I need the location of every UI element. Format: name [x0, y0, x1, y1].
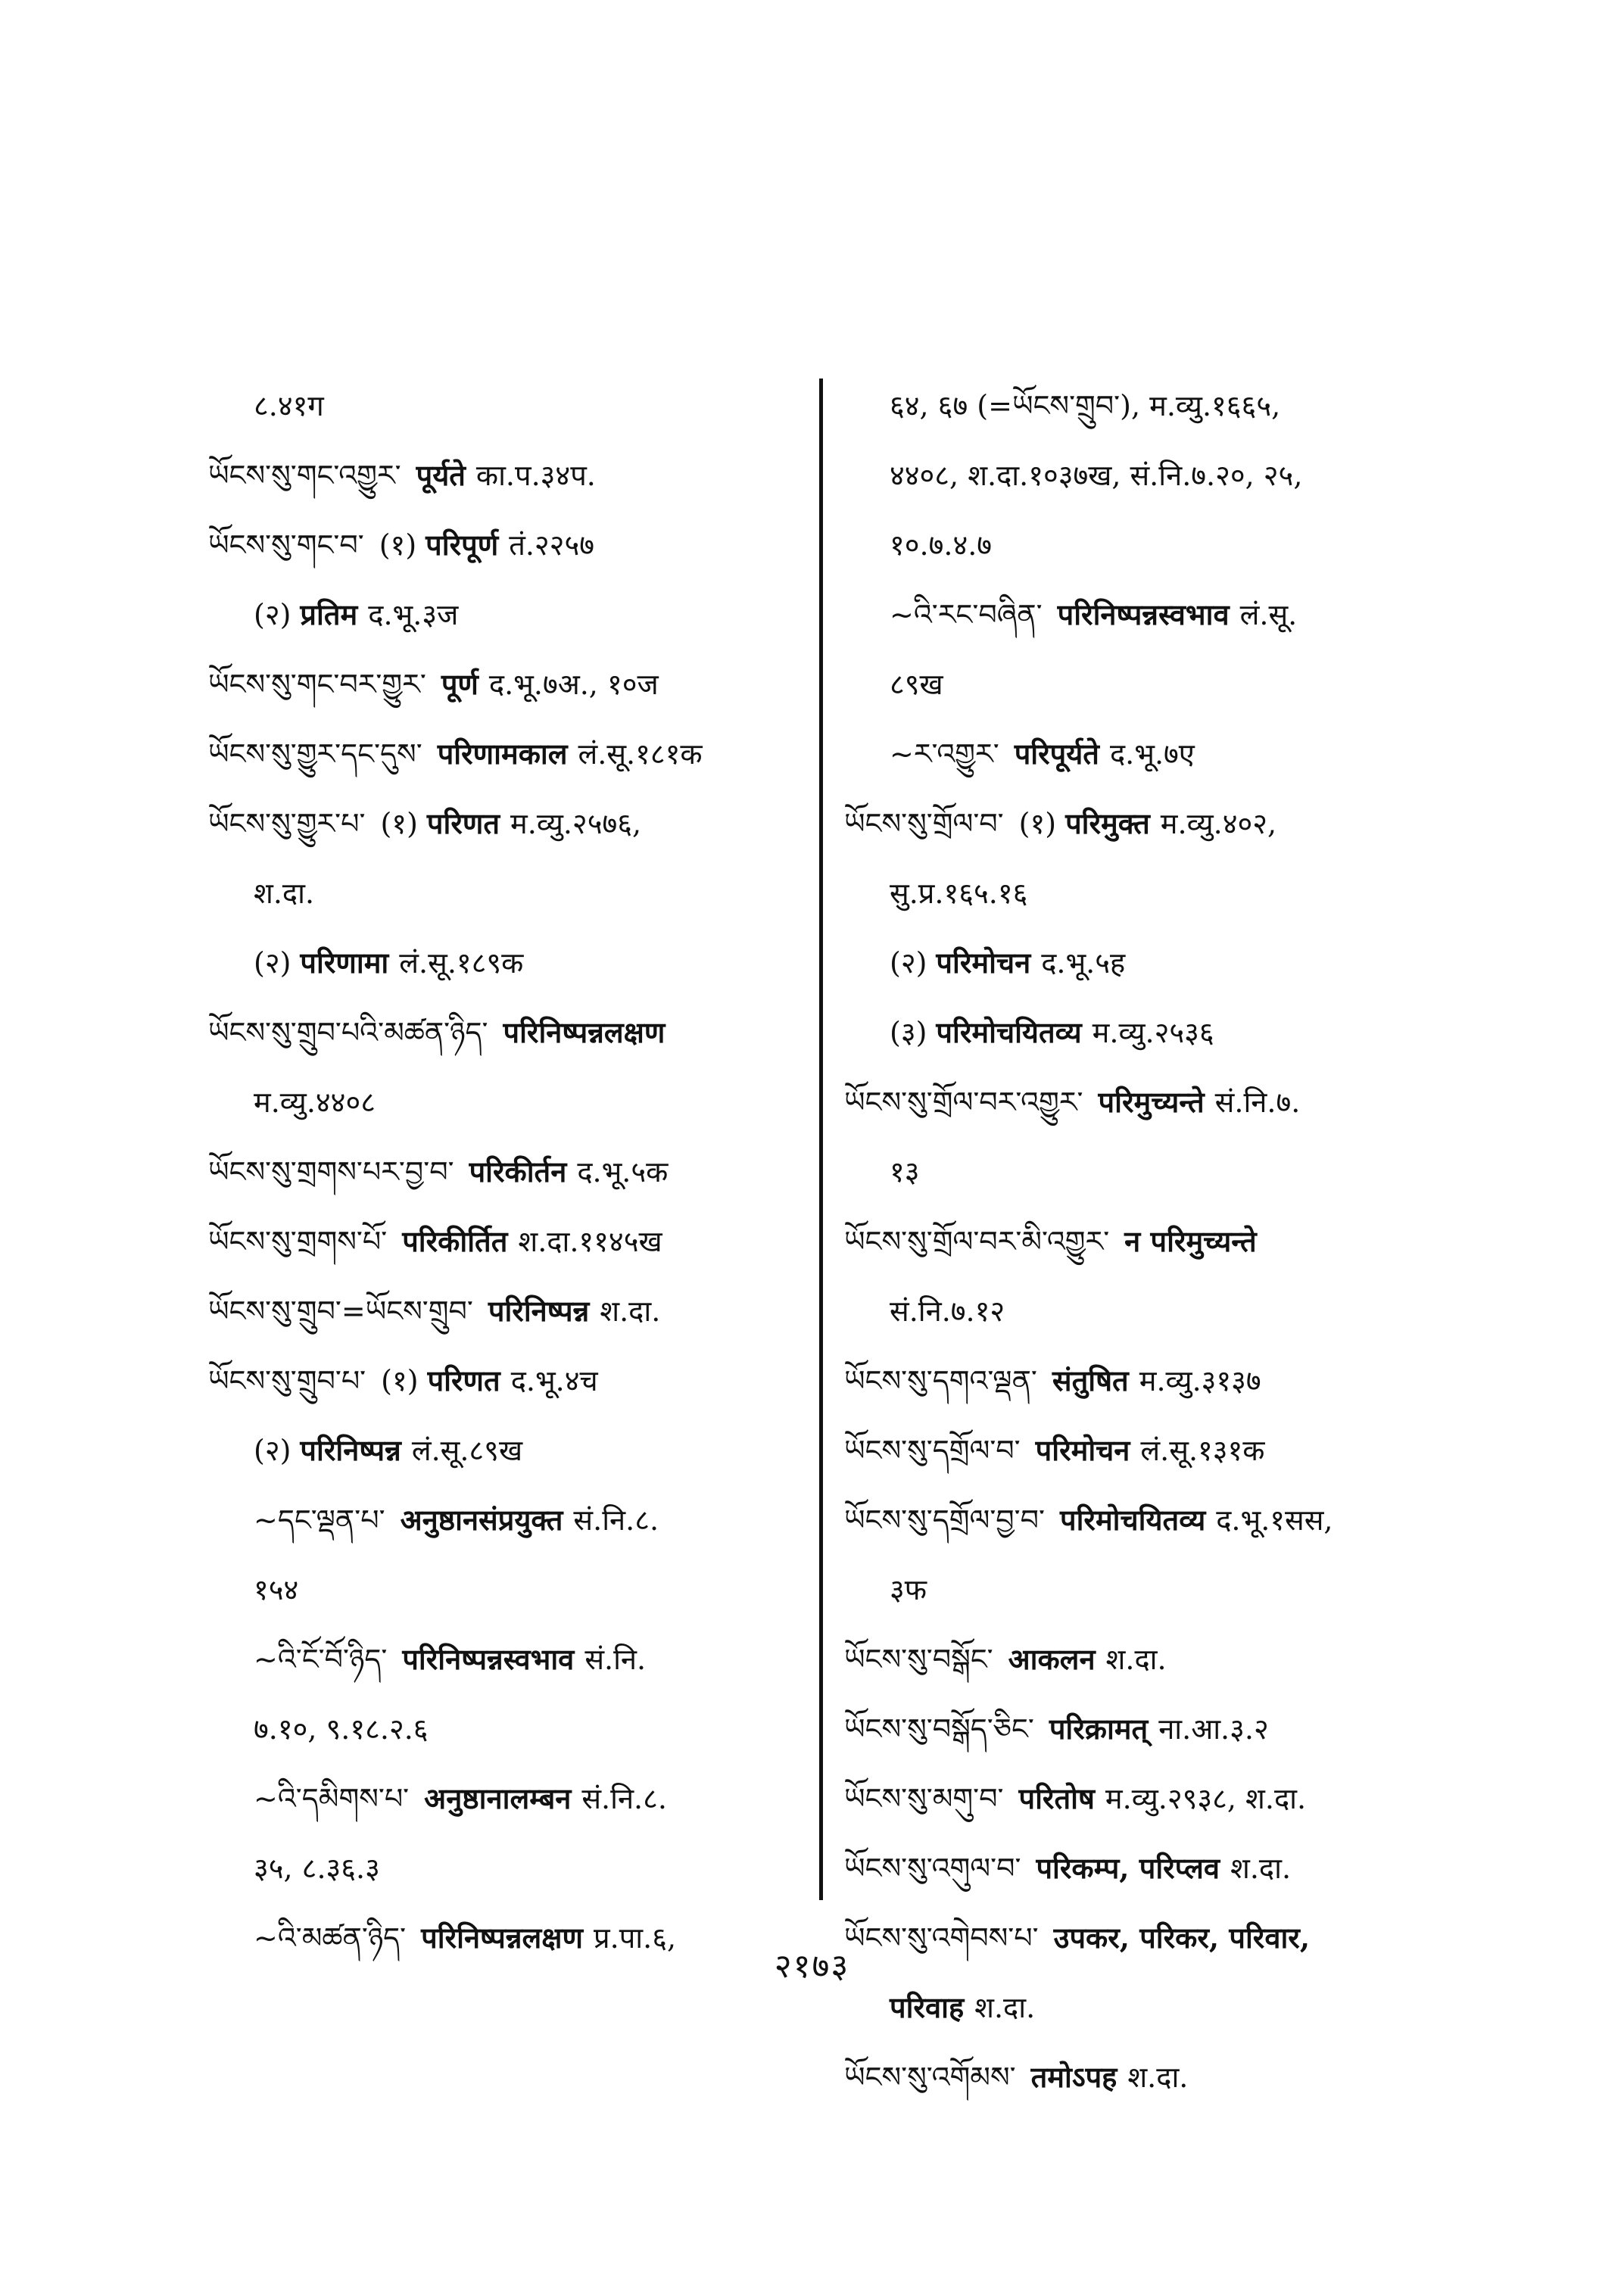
dictionary-entry-line: [208, 510, 799, 580]
sanskrit-equivalent: परिमोचन: [936, 946, 1031, 980]
dictionary-entry-line: [208, 580, 799, 650]
source-reference: श.दा.: [1230, 1852, 1292, 1885]
sense-number: (१): [1018, 807, 1057, 840]
tibetan-headword: ~ར་འགྱུར་: [890, 737, 999, 771]
sense-number: (३): [890, 1016, 927, 1049]
dictionary-entry-line: [208, 1833, 799, 1903]
dictionary-entry-line: [844, 998, 1442, 1067]
source-reference: लं.सू.१३१क: [1140, 1434, 1265, 1467]
tibetan-headword: ཡོངས་སུ་གྲུབ་པའི་མཚན་ཉིད་: [208, 1016, 488, 1049]
dictionary-entry-line: [208, 1625, 799, 1694]
source-reference: द.भू.७ए: [1109, 737, 1195, 771]
sanskrit-equivalent: परिणत: [426, 806, 500, 840]
source-reference: म.व्यु.२५७६,: [510, 807, 642, 840]
dictionary-entry-line: [844, 1137, 1442, 1207]
source-reference: प्र.पा.६,: [594, 1921, 677, 1955]
source-reference: श.दा.: [1105, 1643, 1167, 1676]
dictionary-entry-line: [208, 1346, 799, 1416]
sanskrit-equivalent: संतुषित: [1052, 1363, 1129, 1397]
dictionary-entry-line: [844, 1416, 1442, 1485]
sanskrit-equivalent: परिनिष्पन्नलक्षण: [421, 1921, 584, 1955]
sanskrit-equivalent: परिमोचयितव्य: [936, 1015, 1082, 1049]
source-reference: ७.१०, ९.१८.२.६: [254, 1712, 429, 1746]
source-reference: लं.सू.: [1239, 598, 1298, 631]
sanskrit-equivalent: परिनिष्पन्नलक्षण: [503, 1015, 665, 1049]
sanskrit-equivalent: तमोऽपह: [1030, 2060, 1117, 2094]
source-reference: द.भू.४च: [510, 1364, 598, 1397]
source-reference: द.भू.७अ., १०ज: [488, 668, 659, 701]
dictionary-entry-line: [844, 1555, 1442, 1625]
sanskrit-equivalent: प्रतिम: [300, 597, 358, 631]
sanskrit-equivalent: परिकीर्तित: [402, 1224, 508, 1258]
source-reference: १०.७.४.७: [890, 528, 993, 562]
sanskrit-equivalent: परिकीर्तन: [469, 1154, 567, 1189]
dictionary-entry-line: [844, 1067, 1442, 1137]
tibetan-headword: ཡོངས་སུ་བསྒོད་ཅིང་: [844, 1712, 1034, 1746]
dictionary-entry-line: [844, 1276, 1442, 1346]
tibetan-headword: ཡོངས་སུ་བསྒོང་: [844, 1643, 993, 1676]
source-reference: का.प.३४प.: [475, 459, 596, 492]
sense-number: (२): [890, 946, 927, 980]
source-reference: द.भू.५क: [577, 1155, 669, 1189]
sanskrit-equivalent: परिमोचन: [1035, 1433, 1130, 1467]
tibetan-headword: ཡོངས་སུ་མགུ་བ་: [844, 1782, 1004, 1815]
source-reference: द.भू.३ज: [368, 598, 459, 631]
dictionary-entry-line: [208, 928, 799, 998]
dictionary-entry-line: [844, 580, 1442, 650]
dictionary-entry-line: [208, 1416, 799, 1485]
dictionary-entry-line: [844, 1625, 1442, 1694]
source-reference: लं.सू.१८१क: [578, 737, 703, 771]
tibetan-headword: ཡོངས་སུ་གྱུར་དང་དུས་: [208, 737, 422, 771]
sanskrit-equivalent: उपकर, परिकर, परिवार,: [1053, 1921, 1311, 1955]
tibetan-headword: ཡོངས་སུ་དགྲོལ་བྱ་བ་: [844, 1503, 1045, 1537]
sanskrit-equivalent: परिमुक्त: [1065, 806, 1150, 840]
sanskrit-equivalent: परिवाह: [890, 1990, 965, 2024]
source-reference: श.दा.११४५ख: [518, 1225, 662, 1258]
source-reference: म.व्यु.४०२,: [1160, 807, 1277, 840]
sanskrit-equivalent: परिणामकाल: [437, 737, 568, 771]
dictionary-entry-line: [208, 1067, 799, 1137]
source-reference: ३फ: [890, 1573, 927, 1606]
dictionary-entry-line: [208, 650, 799, 719]
dictionary-entry-line: [208, 371, 799, 441]
sanskrit-equivalent: परिनिष्पन्नस्वभाव: [402, 1642, 575, 1676]
dictionary-entry-line: [844, 1764, 1442, 1833]
tibetan-headword: ཡོངས་སུ་གང་བ་: [208, 528, 364, 562]
tibetan-headword: ཡོངས་སུ་འགོམས་: [844, 2061, 1016, 2094]
sense-number: (२): [254, 598, 291, 631]
sanskrit-equivalent: पूर्ण: [441, 667, 478, 701]
tibetan-headword: ཡོངས་སུ་གྲགས་པར་བྱ་བ་: [208, 1155, 454, 1189]
source-reference: लं.सू.८९ख: [411, 1434, 523, 1467]
source-reference: द.भू.५ह: [1041, 946, 1126, 980]
sanskrit-equivalent: परिनिष्पन्न: [300, 1433, 401, 1467]
source-reference: म.व्यु.२५३६: [1092, 1016, 1214, 1049]
source-reference: सं.नि.: [584, 1643, 647, 1676]
source-reference: ४४०८, श.दा.१०३७ख, सं.नि.७.२०, २५,: [890, 459, 1303, 492]
dictionary-entry-line: [844, 371, 1442, 441]
tibetan-headword: ཡོངས་སུ་གྲགས་པོ་: [208, 1225, 388, 1258]
dictionary-entry-line: [208, 1764, 799, 1833]
dictionary-entry-line: [208, 858, 799, 928]
tibetan-headword: ཡོངས་སུ་གྲོལ་བ་: [844, 807, 1004, 840]
tibetan-headword: ~འི་རང་བཞིན་: [890, 598, 1043, 631]
sanskrit-equivalent: अनुष्ठानसंप्रयुक्त: [400, 1503, 563, 1537]
dictionary-entry-line: [844, 441, 1442, 510]
dictionary-entry-line: [844, 650, 1442, 719]
tibetan-headword: ~དང་ལྡན་པ་: [254, 1503, 385, 1537]
source-reference: ८९ख: [890, 668, 943, 701]
tibetan-headword: ~འི་ངོ་བོ་ཉིད་: [254, 1643, 388, 1676]
column-divider: [819, 379, 823, 1900]
dictionary-entry-line: [844, 1485, 1442, 1555]
source-reference: म.व्यु.३१३७: [1139, 1364, 1261, 1397]
source-reference: १५४: [254, 1573, 299, 1606]
tibetan-headword: ཡོངས་སུ་འགེབས་པ་: [844, 1921, 1039, 1955]
sanskrit-equivalent: परिक्रामत्: [1049, 1712, 1149, 1746]
source-reference: ३५, ८.३६.३: [254, 1852, 380, 1885]
dictionary-entry-line: [844, 789, 1442, 858]
dictionary-entry-line: [844, 719, 1442, 789]
sanskrit-equivalent: अनुष्ठानालम्बन: [424, 1781, 572, 1815]
left-column: [208, 371, 799, 1973]
dictionary-entry-line: [208, 1555, 799, 1625]
tibetan-headword: ~འི་དམིགས་པ་: [254, 1782, 410, 1815]
sense-number: (२): [254, 946, 291, 980]
source-reference: सं.नि.७.: [1214, 1086, 1301, 1119]
sense-number: (२): [254, 1434, 291, 1467]
dictionary-entry-line: [208, 1276, 799, 1346]
source-reference: सं.नि.८.: [573, 1503, 659, 1537]
tibetan-headword: ཡོངས་སུ་དགྲོལ་བ་: [844, 1434, 1021, 1467]
source-reference: श.दा.: [974, 1991, 1036, 2024]
sanskrit-equivalent: परिमुच्यन्ते: [1098, 1085, 1205, 1119]
sanskrit-equivalent: परिकम्प, परिप्लव: [1036, 1851, 1220, 1885]
dictionary-entry-line: [208, 789, 799, 858]
source-reference: ८.४१ग: [254, 389, 324, 422]
page-number: २१७३: [774, 1947, 850, 1986]
dictionary-entry-line: [208, 719, 799, 789]
tibetan-headword: ཡོངས་སུ་དགའ་ལྡན་: [844, 1364, 1037, 1397]
source-reference: ६४, ६७ (=ཡོངས་གྲུབ་), म.व्यु.१६६५,: [890, 389, 1281, 422]
tibetan-headword: ཡོངས་སུ་གང་བར་གྱུར་: [208, 668, 426, 701]
dictionary-entry-line: [844, 1346, 1442, 1416]
source-reference: म.व्यु.२९३८, श.दा.: [1105, 1782, 1307, 1815]
dictionary-entry-line: [208, 1137, 799, 1207]
sense-number: (१): [379, 528, 417, 562]
sense-number: (१): [381, 1364, 419, 1397]
dictionary-entry-line: [208, 1485, 799, 1555]
dictionary-entry-line: [844, 1207, 1442, 1276]
tibetan-headword: ཡོངས་སུ་གྲོལ་བར་མི་འགྱུར་: [844, 1225, 1110, 1258]
dictionary-entry-line: [844, 1694, 1442, 1764]
tibetan-headword: ཡོངས་སུ་འགུལ་བ་: [844, 1852, 1021, 1885]
source-reference: लं.सू.१८९क: [399, 946, 524, 980]
tibetan-headword: ཡོངས་སུ་གྲུབ་=ཡོངས་གྲུབ་: [208, 1294, 473, 1328]
tibetan-headword: ཡོངས་སུ་གྲོལ་བར་འགྱུར་: [844, 1086, 1083, 1119]
tibetan-headword: ཡོངས་སུ་གང་འགྱུར་: [208, 459, 401, 492]
dictionary-entry-line: [208, 1207, 799, 1276]
sanskrit-equivalent: परिपूर्ण: [425, 528, 499, 562]
source-reference: श.दा.: [1127, 2061, 1189, 2094]
dictionary-entry-line: [844, 2042, 1442, 2112]
sanskrit-equivalent: परिमोचयितव्य: [1059, 1503, 1206, 1537]
source-reference: द.भू.१सस,: [1216, 1503, 1333, 1537]
source-reference: तं.२२५७: [509, 528, 594, 562]
sanskrit-equivalent: परिनिष्पन्न: [488, 1294, 590, 1328]
dictionary-entry-line: [844, 510, 1442, 580]
dictionary-entry-line: [844, 928, 1442, 998]
right-column: [844, 371, 1442, 2112]
sanskrit-equivalent: न परिमुच्यन्ते: [1124, 1224, 1257, 1258]
source-reference: सं.नि.८.: [581, 1782, 667, 1815]
sanskrit-equivalent: परिनिष्पन्नस्वभाव: [1057, 597, 1230, 631]
dictionary-entry-line: [208, 441, 799, 510]
source-reference: १३: [890, 1155, 920, 1189]
sanskrit-equivalent: आकलन: [1008, 1642, 1096, 1676]
sense-number: (१): [380, 807, 418, 840]
dictionary-entry-line: [844, 858, 1442, 928]
tibetan-headword: ཡོངས་སུ་གྲུབ་པ་: [208, 1364, 366, 1397]
dictionary-entry-line: [844, 1833, 1442, 1903]
dictionary-entry-line: [208, 1694, 799, 1764]
source-reference: श.दा.: [600, 1294, 661, 1328]
sanskrit-equivalent: परिणत: [427, 1363, 500, 1397]
source-reference: श.दा.: [254, 877, 315, 910]
tibetan-headword: ~འི་མཚན་ཉིད་: [254, 1921, 407, 1955]
source-reference: सु.प्र.१६५.१६: [890, 877, 1028, 910]
source-reference: सं.नि.७.१२: [890, 1294, 1005, 1328]
sanskrit-equivalent: परिपूर्यते: [1014, 737, 1099, 771]
source-reference: ना.आ.३.२: [1158, 1712, 1269, 1746]
sanskrit-equivalent: परितोष: [1018, 1781, 1095, 1815]
sanskrit-equivalent: पूर्यते: [416, 458, 466, 492]
dictionary-entry-line: [208, 998, 799, 1067]
tibetan-headword: ཡོངས་སུ་གྱུར་པ་: [208, 807, 366, 840]
source-reference: म.व्यु.४४०८: [254, 1086, 376, 1119]
sanskrit-equivalent: परिणामा: [300, 946, 389, 980]
